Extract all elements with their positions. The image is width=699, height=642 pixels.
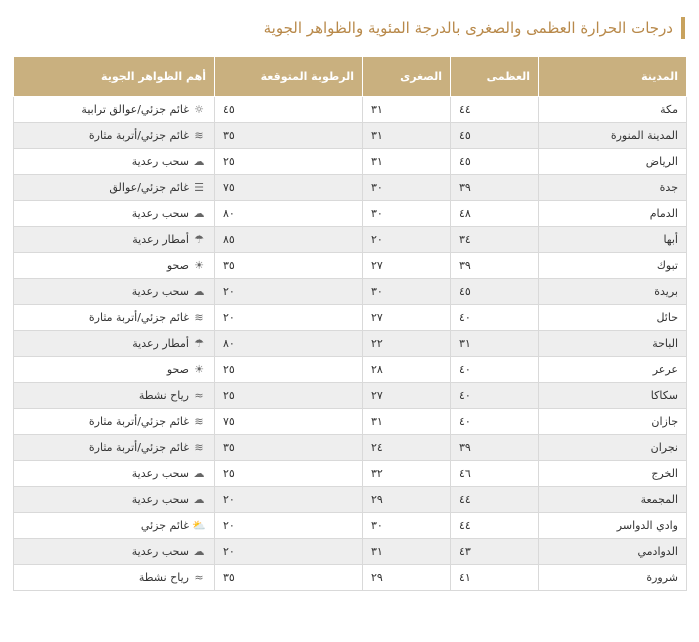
- partly-cloudy-dust-icon: ☼: [194, 103, 204, 116]
- min-temp-cell: ٢٧: [363, 383, 451, 409]
- weather-cell: [14, 201, 215, 227]
- haze-icon: ☰: [194, 181, 204, 194]
- max-temp-cell: ٣٩: [451, 435, 539, 461]
- humidity-cell: ٨٥: [215, 227, 363, 253]
- city-cell: بريدة: [539, 279, 687, 305]
- weather-text: سحب رعدية: [131, 285, 189, 298]
- table-row: [14, 383, 687, 409]
- min-temp-cell: ٣٢: [363, 461, 451, 487]
- weather-cell: [14, 227, 215, 253]
- max-temp-cell: ٣٤: [451, 227, 539, 253]
- min-temp-cell: ٢٤: [363, 435, 451, 461]
- weather-cell: [14, 253, 215, 279]
- dust-icon: ≋: [194, 415, 204, 428]
- city-cell: المدينة المنورة: [539, 123, 687, 149]
- max-temp-cell: ٤٤: [451, 513, 539, 539]
- humidity-cell: ٢٥: [215, 461, 363, 487]
- table-row: [14, 331, 687, 357]
- city-cell: الباحة: [539, 331, 687, 357]
- max-temp-cell: ٤٠: [451, 357, 539, 383]
- weather-cell: [14, 461, 215, 487]
- max-temp-cell: ٤٨: [451, 201, 539, 227]
- city-cell: الدوادمي: [539, 539, 687, 565]
- weather-text: سحب رعدية: [131, 493, 189, 506]
- min-temp-cell: ٢٠: [363, 227, 451, 253]
- humidity-cell: ٢٠: [215, 487, 363, 513]
- weather-cell: [14, 331, 215, 357]
- table-row: [14, 513, 687, 539]
- min-temp-cell: ٣١: [363, 149, 451, 175]
- weather-cell: [14, 435, 215, 461]
- thunder-rain-icon: ☂: [194, 233, 204, 246]
- weather-cell: [14, 97, 215, 123]
- humidity-cell: ٧٥: [215, 175, 363, 201]
- min-temp-cell: ٣٠: [363, 175, 451, 201]
- weather-text: غائم جزئي/عوالق ترابية: [81, 103, 189, 116]
- header-weather: أهم الظواهر الجوية: [14, 57, 215, 97]
- city-cell: المجمعة: [539, 487, 687, 513]
- max-temp-cell: ٣٩: [451, 253, 539, 279]
- city-cell: سكاكا: [539, 383, 687, 409]
- table-row: [14, 305, 687, 331]
- max-temp-cell: ٤٠: [451, 305, 539, 331]
- wind-icon: ≈: [194, 389, 204, 402]
- humidity-cell: ٢٥: [215, 357, 363, 383]
- thunder-cloud-icon: ☁: [193, 467, 205, 480]
- city-cell: الخرج: [539, 461, 687, 487]
- sun-icon: ☀: [194, 259, 204, 272]
- min-temp-cell: ٣٠: [363, 201, 451, 227]
- table-row: [14, 149, 687, 175]
- min-temp-cell: ٣١: [363, 409, 451, 435]
- weather-text: رياح نشطة: [138, 389, 189, 402]
- humidity-cell: ٢٥: [215, 149, 363, 175]
- thunder-rain-icon: ☂: [194, 337, 204, 350]
- weather-cell: [14, 175, 215, 201]
- max-temp-cell: ٤٠: [451, 383, 539, 409]
- thunder-cloud-icon: ☁: [193, 285, 205, 298]
- thunder-cloud-icon: ☁: [193, 493, 205, 506]
- table-row: [14, 97, 687, 123]
- weather-text: رياح نشطة: [138, 571, 189, 584]
- min-temp-cell: ٢٩: [363, 565, 451, 591]
- min-temp-cell: ٣١: [363, 539, 451, 565]
- table-row: [14, 279, 687, 305]
- city-cell: حائل: [539, 305, 687, 331]
- min-temp-cell: ٣١: [363, 123, 451, 149]
- table-row: [14, 539, 687, 565]
- city-cell: نجران: [539, 435, 687, 461]
- wind-icon: ≈: [194, 571, 204, 584]
- dust-icon: ≋: [194, 441, 204, 454]
- max-temp-cell: ٤١: [451, 565, 539, 591]
- max-temp-cell: ٤٣: [451, 539, 539, 565]
- min-temp-cell: ٣٠: [363, 279, 451, 305]
- weather-cell: [14, 305, 215, 331]
- weather-cell: [14, 539, 215, 565]
- max-temp-cell: ٤٤: [451, 97, 539, 123]
- humidity-cell: ٢٥: [215, 383, 363, 409]
- table-header-row: [14, 57, 687, 97]
- humidity-cell: ٢٠: [215, 279, 363, 305]
- humidity-cell: ٣٥: [215, 565, 363, 591]
- city-cell: عرعر: [539, 357, 687, 383]
- max-temp-cell: ٤٤: [451, 487, 539, 513]
- city-cell: تبوك: [539, 253, 687, 279]
- weather-text: سحب رعدية: [131, 207, 189, 220]
- weather-text: سحب رعدية: [131, 467, 189, 480]
- header-max: العظمى: [451, 57, 539, 97]
- header-min: الصغرى: [363, 57, 451, 97]
- humidity-cell: ٢٠: [215, 539, 363, 565]
- max-temp-cell: ٤٦: [451, 461, 539, 487]
- min-temp-cell: ٢٩: [363, 487, 451, 513]
- weather-cell: [14, 409, 215, 435]
- humidity-cell: ٤٥: [215, 97, 363, 123]
- table-row: [14, 227, 687, 253]
- weather-cell: [14, 383, 215, 409]
- min-temp-cell: ٢٧: [363, 253, 451, 279]
- thunder-cloud-icon: ☁: [193, 155, 205, 168]
- humidity-cell: ٣٥: [215, 253, 363, 279]
- city-cell: الدمام: [539, 201, 687, 227]
- table-row: [14, 487, 687, 513]
- weather-cell: [14, 487, 215, 513]
- weather-text: غائم جزئي/أتربة مثارة: [88, 415, 189, 428]
- partly-cloudy-icon: ⛅: [192, 519, 206, 532]
- max-temp-cell: ٣١: [451, 331, 539, 357]
- weather-text: صحو: [166, 363, 189, 376]
- weather-text: غائم جزئي/أتربة مثارة: [88, 441, 189, 454]
- weather-cell: [14, 149, 215, 175]
- table-row: [14, 123, 687, 149]
- max-temp-cell: ٤٥: [451, 123, 539, 149]
- min-temp-cell: ٢٧: [363, 305, 451, 331]
- table-row: [14, 461, 687, 487]
- thunder-cloud-icon: ☁: [193, 207, 205, 220]
- min-temp-cell: ٣١: [363, 97, 451, 123]
- weather-text: أمطار رعدية: [132, 337, 189, 350]
- humidity-cell: ٢٠: [215, 305, 363, 331]
- city-cell: مكة: [539, 97, 687, 123]
- header-humidity: الرطوبة المتوقعة: [215, 57, 363, 97]
- weather-text: أمطار رعدية: [132, 233, 189, 246]
- weather-text: سحب رعدية: [131, 155, 189, 168]
- max-temp-cell: ٣٩: [451, 175, 539, 201]
- table-row: [14, 409, 687, 435]
- dust-icon: ≋: [194, 311, 204, 324]
- sun-icon: ☀: [194, 363, 204, 376]
- city-cell: وادي الدواسر: [539, 513, 687, 539]
- city-cell: الرياض: [539, 149, 687, 175]
- table-row: [14, 175, 687, 201]
- weather-text: سحب رعدية: [131, 545, 189, 558]
- weather-cell: [14, 123, 215, 149]
- weather-table: [13, 56, 687, 591]
- min-temp-cell: ٢٨: [363, 357, 451, 383]
- page-title: درجات الحرارة العظمى والصغرى بالدرجة المئوية والظواهر الجوية: [263, 19, 673, 37]
- humidity-cell: ٣٥: [215, 435, 363, 461]
- min-temp-cell: ٣٠: [363, 513, 451, 539]
- max-temp-cell: ٤٠: [451, 409, 539, 435]
- weather-cell: [14, 565, 215, 591]
- max-temp-cell: ٤٥: [451, 279, 539, 305]
- thunder-cloud-icon: ☁: [193, 545, 205, 558]
- table-row: [14, 253, 687, 279]
- weather-cell: [14, 279, 215, 305]
- table-row: [14, 565, 687, 591]
- weather-cell: [14, 357, 215, 383]
- weather-text: غائم جزئي/أتربة مثارة: [88, 311, 189, 324]
- humidity-cell: ٢٠: [215, 513, 363, 539]
- max-temp-cell: ٤٥: [451, 149, 539, 175]
- page-heading: [14, 14, 685, 42]
- weather-cell: [14, 513, 215, 539]
- humidity-cell: ٨٠: [215, 201, 363, 227]
- table-row: [14, 357, 687, 383]
- weather-text: غائم جزئي/أتربة مثارة: [88, 129, 189, 142]
- table-body: [14, 97, 687, 591]
- header-city: المدينة: [539, 57, 687, 97]
- heading-accent-bar: [681, 17, 685, 39]
- table-row: [14, 435, 687, 461]
- city-cell: جدة: [539, 175, 687, 201]
- weather-text: غائم جزئي/عوالق: [109, 181, 189, 194]
- weather-text: غائم جزئي: [140, 519, 189, 532]
- table-row: [14, 201, 687, 227]
- humidity-cell: ٣٥: [215, 123, 363, 149]
- humidity-cell: ٧٥: [215, 409, 363, 435]
- city-cell: شرورة: [539, 565, 687, 591]
- humidity-cell: ٨٠: [215, 331, 363, 357]
- min-temp-cell: ٢٢: [363, 331, 451, 357]
- city-cell: جازان: [539, 409, 687, 435]
- dust-icon: ≋: [194, 129, 204, 142]
- weather-text: صحو: [166, 259, 189, 272]
- city-cell: أبها: [539, 227, 687, 253]
